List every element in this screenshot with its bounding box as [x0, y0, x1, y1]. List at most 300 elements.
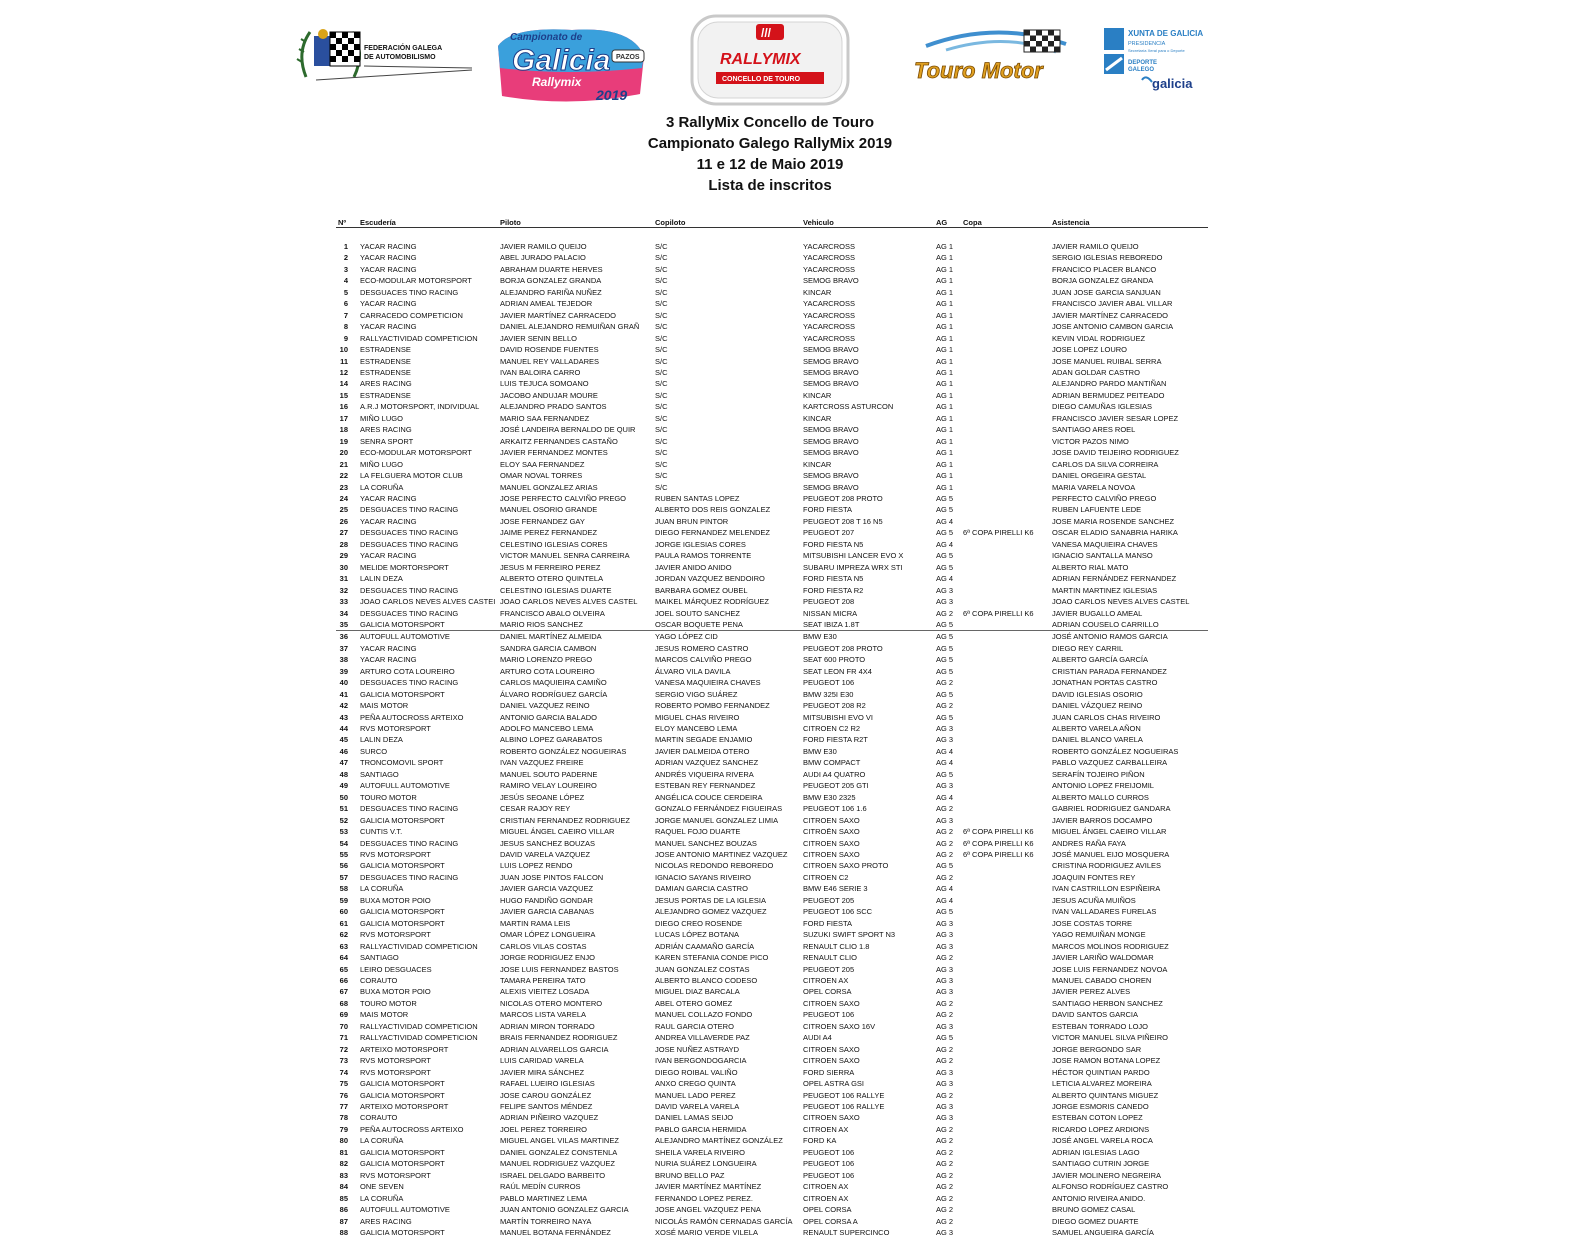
entry-piloto: PABLO MARTINEZ LEMA — [500, 1193, 588, 1203]
entry-ag: AG 4 — [936, 758, 954, 768]
table-row — [336, 344, 1208, 355]
entry-copiloto: DAVID VARELA VARELA — [655, 1101, 740, 1111]
entry-escuderia: ARTURO COTA LOUREIRO — [360, 666, 455, 676]
table-row — [336, 1112, 1208, 1123]
entry-escuderia: DESGUACES TINO RACING — [360, 804, 459, 814]
entry-escuderia: MAIS MOTOR — [360, 1010, 409, 1020]
entry-piloto: JAIME PEREZ FERNANDEZ — [500, 528, 598, 538]
entry-escuderia: YACAR RACING — [360, 322, 417, 332]
entry-asistencia: SERGIO IGLESIAS REBOREDO — [1052, 253, 1163, 263]
table-row — [336, 631, 1208, 643]
entry-ag: AG 1 — [936, 379, 954, 389]
entry-ag: AG 3 — [936, 1227, 954, 1237]
entry-number: 58 — [339, 884, 348, 894]
entry-escuderia: GALICIA MOTORSPORT — [360, 619, 445, 629]
entry-piloto: CRISTIAN FERNANDEZ RODRIGUEZ — [500, 815, 631, 825]
entry-copa — [961, 643, 1050, 654]
entry-asistencia: ALFONSO RODRÍGUEZ CASTRO — [1052, 1182, 1169, 1192]
table-row — [336, 998, 1208, 1009]
entry-ag: AG 3 — [936, 1021, 954, 1031]
entry-ag: AG 2 — [936, 678, 954, 688]
entry-escuderia: RALLYACTIVIDAD COMPETICION — [360, 1021, 478, 1031]
entry-copiloto: S/C — [655, 299, 668, 309]
entry-copiloto: ESTEBAN REY FERNANDEZ — [655, 781, 756, 791]
xunta-line6: galicia — [1152, 76, 1193, 91]
entry-piloto: DANIEL ALEJANDRO REMUIÑAN GRAÑ — [500, 322, 640, 332]
entry-piloto: MARIO LORENZO PREGO — [500, 655, 593, 665]
table-row — [336, 826, 1208, 837]
entry-number: 27 — [339, 528, 348, 538]
entry-piloto: MANUEL REY VALLADARES — [500, 356, 600, 366]
entry-copa — [961, 975, 1050, 986]
entry-asistencia: FRANCISCO JAVIER SESAR LOPEZ — [1052, 413, 1179, 423]
entry-vehiculo: MITSUBISHI LANCER EVO X — [803, 551, 904, 561]
table-row — [336, 906, 1208, 917]
entry-number: 66 — [339, 976, 348, 985]
table-row — [336, 504, 1208, 515]
entry-piloto: JAVIER SENIN BELLO — [500, 333, 577, 343]
entry-piloto: RAMIRO VELAY LOUREIRO — [500, 781, 597, 791]
entry-vehiculo: FORD FIESTA N5 — [803, 539, 864, 549]
entry-ag: AG 1 — [936, 322, 954, 332]
entry-copiloto: NICOLÁS RAMÓN CERNADAS GARCÍA — [655, 1216, 793, 1226]
entry-piloto: JUAN JOSE PINTOS FALCON — [500, 872, 604, 882]
entry-escuderia: TOURO MOTOR — [360, 792, 417, 802]
entry-piloto: ADRIAN MIRON TORRADO — [500, 1021, 595, 1031]
table-row — [336, 1193, 1208, 1204]
entry-escuderia: A.R.J MOTORSPORT, INDIVIDUAL — [360, 402, 480, 412]
entry-ag: AG 5 — [936, 861, 954, 871]
table-row — [336, 1216, 1208, 1227]
entry-ag: AG 2 — [936, 608, 954, 618]
entry-number: 60 — [339, 907, 348, 917]
entry-number: 48 — [339, 769, 348, 779]
entry-copa — [961, 746, 1050, 757]
entry-copa — [961, 631, 1050, 643]
entry-number: 56 — [339, 861, 348, 871]
column-header-escuderia: Escudería — [360, 218, 396, 227]
entry-escuderia: LA CORUÑA — [360, 482, 404, 492]
table-row — [336, 562, 1208, 573]
table-row — [336, 539, 1208, 550]
table-row — [336, 1032, 1208, 1043]
entry-copiloto: FERNANDO LOPEZ PEREZ. — [655, 1193, 753, 1203]
entry-copa — [961, 310, 1050, 321]
table-row — [336, 734, 1208, 745]
entry-copa — [961, 298, 1050, 309]
entry-asistencia: FRANCICO PLACER BLANCO — [1052, 264, 1157, 274]
entry-escuderia: RVS MOTORSPORT — [360, 1056, 431, 1066]
entry-asistencia: IVAN VALLADARES FURELAS — [1052, 907, 1157, 917]
entry-number: 8 — [343, 322, 348, 332]
entry-ag: AG 2 — [936, 1205, 954, 1215]
entry-piloto: MARIO RIOS SANCHEZ — [500, 619, 583, 629]
entry-piloto: IVAN VAZQUEZ FREIRE — [500, 758, 584, 768]
entry-piloto: MANUEL GONZALEZ ARIAS — [500, 482, 598, 492]
table-row — [336, 550, 1208, 561]
entry-vehiculo: FORD FIESTA — [803, 505, 853, 515]
table-row — [336, 769, 1208, 780]
entry-vehiculo: SEMOG BRAVO — [803, 448, 859, 458]
entry-number: 74 — [339, 1067, 348, 1077]
entry-piloto: RAÚL MEDÍN CURROS — [500, 1182, 581, 1192]
entry-copa: 6ª COPA PIRELLI K6 — [963, 850, 1034, 860]
table-row — [336, 1090, 1208, 1101]
entry-copiloto: JUAN BRUN PINTOR — [655, 516, 729, 526]
entry-number: 87 — [339, 1216, 348, 1226]
entry-asistencia: ADRIAN BERMUDEZ PEITEADO — [1052, 390, 1165, 400]
entry-copa: 6ª COPA PIRELLI K6 — [963, 528, 1034, 538]
table-row — [336, 310, 1208, 321]
entry-ag: AG 1 — [936, 356, 954, 366]
entry-escuderia: GALICIA MOTORSPORT — [360, 1227, 445, 1237]
entry-asistencia: ESTEBAN TORRADO LOJO — [1052, 1021, 1148, 1031]
entry-piloto: ADRIAN PIÑEIRO VAZQUEZ — [500, 1113, 599, 1123]
entry-escuderia: ARES RACING — [360, 379, 412, 389]
column-header-asistencia: Asistencia — [1052, 218, 1090, 227]
entry-copa — [961, 1067, 1050, 1078]
entry-copa — [961, 264, 1050, 275]
entry-piloto: MARTIN RAMA LEIS — [500, 918, 571, 928]
table-row — [336, 872, 1208, 883]
table-row — [336, 1204, 1208, 1215]
entry-piloto: ALEJANDRO FARIÑA NUÑEZ — [500, 287, 602, 297]
entry-asistencia: ADRIAN FERNÁNDEZ FERNANDEZ — [1052, 574, 1177, 584]
entry-asistencia: JOSÉ MANUEL EIJO MOSQUERA — [1052, 850, 1170, 860]
entry-ag: AG 2 — [936, 1124, 954, 1134]
entry-ag: AG 5 — [936, 528, 954, 538]
entry-number: 46 — [339, 746, 348, 756]
entry-asistencia: ANTONIO LOPEZ FREIJOMIL — [1052, 781, 1154, 791]
table-row — [336, 1227, 1208, 1238]
entry-escuderia: YACAR RACING — [360, 242, 417, 251]
entry-piloto: MIGUEL ÁNGEL CAEIRO VILLAR — [500, 827, 615, 837]
entry-asistencia: JOSE ANTONIO CAMBON GARCIA — [1052, 322, 1174, 332]
entry-number: 12 — [339, 367, 348, 377]
entry-piloto: JOAO CARLOS NEVES ALVES CASTEL — [500, 597, 638, 607]
entry-escuderia: ESTRADENSE — [360, 367, 411, 377]
entry-asistencia: ANDRES RAÑA FAYA — [1052, 838, 1126, 848]
entry-vehiculo: KINCAR — [803, 287, 832, 297]
entry-ag: AG 2 — [936, 1136, 954, 1146]
entry-asistencia: ESTEBAN COTON LOPEZ — [1052, 1113, 1143, 1123]
entry-copiloto: S/C — [655, 436, 668, 446]
entry-piloto: HUGO FANDIÑO GONDAR — [500, 895, 593, 905]
entry-asistencia: ADRIAN COUSELO CARRILLO — [1052, 619, 1159, 629]
table-row — [336, 986, 1208, 997]
table-row — [336, 677, 1208, 688]
entry-number: 69 — [339, 1010, 348, 1020]
table-row — [336, 1124, 1208, 1135]
entry-escuderia: YACAR RACING — [360, 643, 417, 653]
entry-copa — [961, 1055, 1050, 1066]
entry-vehiculo: PEUGEOT 106 — [803, 1010, 855, 1020]
entry-vehiculo: PEUGEOT 106 — [803, 1170, 855, 1180]
entry-piloto: DANIEL MARTÍNEZ ALMEIDA — [498, 631, 653, 643]
entry-piloto: ALEJANDRO PRADO SANTOS — [500, 402, 607, 412]
rallymix-name: RALLYMIX — [720, 51, 801, 68]
entry-asistencia: LETICIA ALVAREZ MOREIRA — [1052, 1079, 1152, 1089]
entry-escuderia: RALLYACTIVIDAD COMPETICION — [360, 941, 478, 951]
entry-escuderia: SANTIAGO — [360, 769, 399, 779]
entry-ag: AG 1 — [936, 253, 954, 263]
entry-copiloto: BRUNO BELLO PAZ — [655, 1170, 725, 1180]
entry-copa — [961, 872, 1050, 883]
entry-piloto: JOSE LUIS FERNANDEZ BASTOS — [500, 964, 619, 974]
table-row — [336, 964, 1208, 975]
entry-ag: AG 4 — [936, 884, 954, 894]
table-row — [336, 1135, 1208, 1146]
entry-piloto: CESAR RAJOY REY — [500, 804, 571, 814]
entry-number: 42 — [339, 701, 348, 711]
table-row — [336, 723, 1208, 734]
entry-number: 24 — [339, 493, 348, 503]
entry-copa — [961, 619, 1050, 631]
entry-asistencia: VICTOR PAZOS NIMO — [1052, 436, 1129, 446]
entry-piloto: ABEL JURADO PALACIO — [500, 253, 586, 263]
entry-vehiculo: PEUGEOT 106 — [803, 1147, 855, 1157]
entry-number: 63 — [339, 941, 348, 951]
entry-copiloto: SERGIO VIGO SUÁREZ — [655, 689, 738, 699]
entry-asistencia: HÉCTOR QUINTIAN PARDO — [1052, 1067, 1150, 1077]
entry-number: 86 — [339, 1205, 348, 1215]
xunta-galicia-logo — [1102, 26, 1222, 92]
entry-copiloto: ANDREA VILLAVERDE PAZ — [655, 1033, 750, 1043]
entry-copiloto: S/C — [655, 413, 668, 423]
entry-escuderia: DESGUACES TINO RACING — [360, 608, 459, 618]
entry-vehiculo: CITROEN SAXO PROTO — [803, 861, 889, 871]
entry-number: 18 — [339, 425, 348, 435]
entry-number: 77 — [339, 1101, 348, 1111]
table-row — [336, 643, 1208, 654]
entry-vehiculo: KINCAR — [803, 459, 832, 469]
entry-number: 11 — [340, 356, 348, 366]
entry-number: 79 — [339, 1124, 348, 1134]
table-row — [336, 1181, 1208, 1192]
entry-copiloto: JOSE ANGEL VAZQUEZ PENA — [655, 1205, 761, 1215]
entry-copiloto: KAREN STEFANIA CONDE PICO — [655, 953, 769, 963]
table-row — [336, 1021, 1208, 1032]
entry-ag: AG 1 — [936, 402, 954, 412]
entry-asistencia: JOSE MARIA ROSENDE SANCHEZ — [1052, 516, 1175, 526]
entry-number: 1 — [343, 242, 348, 251]
entry-escuderia: LA CORUÑA — [360, 1136, 404, 1146]
entry-vehiculo: RENAULT SUPERCINCO — [803, 1227, 890, 1237]
table-row — [336, 952, 1208, 963]
entry-vehiculo: YACARCROSS — [803, 253, 855, 263]
entry-number: 71 — [339, 1033, 348, 1043]
entry-copiloto: S/C — [655, 459, 668, 469]
entry-copa — [961, 413, 1050, 424]
entry-vehiculo: OPEL CORSA — [803, 1205, 852, 1215]
entry-vehiculo: CITROËN SAXO — [803, 827, 860, 837]
entry-vehiculo: PEUGEOT 208 PROTO — [803, 643, 883, 653]
entry-copiloto: NICOLAS REDONDO REBOREDO — [655, 861, 774, 871]
entry-piloto: ADRIAN AMEAL TEJEDOR — [500, 299, 593, 309]
entry-escuderia: ECO-MODULAR MOTORSPORT — [360, 448, 472, 458]
entry-copa — [961, 550, 1050, 561]
entry-asistencia: SANTIAGO HERBON SANCHEZ — [1052, 998, 1163, 1008]
entry-number: 20 — [339, 448, 348, 458]
table-row — [336, 275, 1208, 286]
entry-ag: AG 5 — [936, 619, 954, 629]
entry-copa — [961, 378, 1050, 389]
entry-copiloto: ABEL OTERO GOMEZ — [655, 998, 733, 1008]
entry-asistencia: DIEGO REY CARRIL — [1052, 643, 1124, 653]
entry-escuderia: SANTIAGO — [360, 953, 399, 963]
entry-vehiculo: PEUGEOT 205 GTI — [803, 781, 869, 791]
entry-piloto: JAVIER GARCIA VAZQUEZ — [500, 884, 594, 894]
entry-number: 7 — [343, 310, 348, 320]
entry-number: 78 — [339, 1113, 348, 1123]
entry-copiloto: ÁLVARO VILA DAVILA — [655, 666, 731, 676]
entry-vehiculo: PEUGEOT 207 — [803, 528, 855, 538]
entry-ag: AG 1 — [936, 345, 954, 355]
entry-number: 2 — [343, 253, 348, 263]
entry-copa — [961, 287, 1050, 298]
entry-escuderia: CORAUTO — [360, 976, 398, 985]
entry-escuderia: CARRACEDO COMPETICION — [360, 310, 463, 320]
entry-copa — [961, 1216, 1050, 1227]
entry-escuderia: RVS MOTORSPORT — [360, 930, 431, 940]
entry-copa — [961, 929, 1050, 940]
entry-asistencia: ALBERTO QUINTANS MIGUEZ — [1052, 1090, 1159, 1100]
entry-asistencia: JOSE LUIS FERNANDEZ NOVOA — [1052, 964, 1168, 974]
entry-copiloto: ELOY MANCEBO LEMA — [655, 724, 738, 734]
entry-escuderia: ARES RACING — [360, 425, 412, 435]
entry-escuderia: DESGUACES TINO RACING — [360, 528, 459, 538]
entry-asistencia: MARIA VARELA NOVOA — [1052, 482, 1136, 492]
entry-copa — [961, 562, 1050, 573]
entry-copa — [961, 712, 1050, 723]
entry-vehiculo: SEMOG BRAVO — [803, 345, 859, 355]
entry-piloto: JESUS M FERREIRO PEREZ — [500, 562, 601, 572]
entry-copiloto: S/C — [655, 264, 668, 274]
entry-piloto: MARTÍN TORREIRO NAYA — [500, 1216, 592, 1226]
table-row — [336, 573, 1208, 584]
column-header-piloto: Piloto — [500, 218, 521, 227]
entry-asistencia: JOSE LOPEZ LOURO — [1052, 345, 1128, 355]
entry-copiloto: ADRIAN VAZQUEZ SANCHEZ — [655, 758, 759, 768]
entry-vehiculo: SEMOG BRAVO — [803, 482, 859, 492]
entry-asistencia: SANTIAGO ARES ROEL — [1052, 425, 1136, 435]
table-row — [336, 746, 1208, 757]
entry-escuderia: RALLYACTIVIDAD COMPETICION — [360, 333, 478, 343]
entry-vehiculo: MITSUBISHI EVO VI — [803, 712, 874, 722]
entry-copa — [961, 734, 1050, 745]
entry-piloto: JOEL PEREZ TORREIRO — [500, 1124, 587, 1134]
table-row — [336, 883, 1208, 894]
entry-number: 36 — [336, 631, 358, 643]
entry-number: 33 — [339, 597, 348, 607]
federacion-name-line2: DE AUTOMOBILISMO — [364, 54, 436, 61]
entry-piloto: BORJA GONZALEZ GRANDA — [500, 276, 602, 286]
entry-vehiculo: PEUGEOT 208 — [803, 597, 855, 607]
entry-vehiculo: NISSAN MICRA — [803, 608, 858, 618]
entry-copiloto: S/C — [655, 402, 668, 412]
entry-asistencia: JAVIER RAMILO QUEIJO — [1052, 242, 1139, 251]
entry-asistencia: PABLO VAZQUEZ CARBALLEIRA — [1052, 758, 1168, 768]
entry-asistencia: ALBERTO GARCÍA GARCÍA — [1052, 655, 1149, 665]
entry-number: 9 — [343, 333, 348, 343]
entry-ag: AG 3 — [936, 1079, 954, 1089]
entry-copa — [961, 1170, 1050, 1181]
entry-ag: AG 2 — [936, 1193, 954, 1203]
entry-vehiculo: PEUGEOT 106 SCC — [803, 907, 873, 917]
championship-title: Campionato Galego RallyMix 2019 — [647, 135, 893, 152]
entry-piloto: MARIO SAA FERNANDEZ — [500, 413, 590, 423]
entry-vehiculo: YACARCROSS — [803, 310, 855, 320]
entry-ag: AG 1 — [936, 482, 954, 492]
entry-vehiculo: FORD FIESTA R2T — [803, 735, 868, 745]
entry-ag: AG 2 — [936, 998, 954, 1008]
entry-piloto: JESUS SANCHEZ BOUZAS — [500, 838, 596, 848]
entry-asistencia: JAVIER MOLINERO NEGREIRA — [1052, 1170, 1162, 1180]
entry-piloto: ALEXIS VIEITEZ LOSADA — [500, 987, 590, 997]
entry-copiloto: S/C — [655, 425, 668, 435]
entry-asistencia: ALEJANDRO PARDO MANTIÑAN — [1052, 379, 1167, 389]
entry-piloto: JAVIER GARCIA CABANAS — [500, 907, 595, 917]
entry-asistencia: ALBERTO MALLO CURROS — [1052, 792, 1149, 802]
entry-vehiculo: FORD FIESTA — [803, 918, 853, 928]
entry-copa — [961, 666, 1050, 677]
entry-asistencia: GABRIEL RODRIGUEZ GANDARA — [1052, 804, 1171, 814]
entry-piloto: ALBINO LOPEZ GARABATOS — [500, 735, 603, 745]
entry-ag: AG 2 — [936, 1090, 954, 1100]
entry-asistencia: JOAQUIN FONTES REY — [1052, 872, 1136, 882]
entry-copiloto: S/C — [655, 390, 668, 400]
table-row — [336, 918, 1208, 929]
entry-number: 76 — [339, 1090, 348, 1100]
entry-number: 28 — [339, 539, 348, 549]
entry-vehiculo: CITROEN SAXO — [803, 998, 860, 1008]
entry-piloto: ALBERTO OTERO QUINTELA — [500, 574, 604, 584]
entry-copiloto: ANXO CREGO QUINTA — [655, 1079, 736, 1089]
entry-escuderia: MIÑO LUGO — [360, 459, 403, 469]
entry-number: 70 — [339, 1021, 348, 1031]
entry-asistencia: DAVID IGLESIAS OSORIO — [1052, 689, 1143, 699]
entry-ag: AG 3 — [936, 930, 954, 940]
document-header — [520, 112, 1020, 196]
table-row — [336, 413, 1208, 424]
entry-escuderia: GALICIA MOTORSPORT — [360, 907, 445, 917]
entry-copiloto: S/C — [655, 242, 668, 251]
entry-escuderia: JOAO CARLOS NEVES ALVES CASTEI — [360, 597, 496, 607]
entry-list-table-container — [336, 213, 1208, 1238]
entry-escuderia: LALIN DEZA — [360, 574, 403, 584]
entry-ag: AG 2 — [936, 1159, 954, 1169]
entry-escuderia: YACAR RACING — [360, 516, 417, 526]
entry-escuderia: PEÑA AUTOCROSS ARTEIXO — [360, 712, 464, 722]
entry-asistencia: YAGO REMUIÑAN MONGE — [1052, 930, 1146, 940]
entry-piloto: ANTONIO GARCIA BALADO — [500, 712, 597, 722]
entry-ag: AG 3 — [936, 724, 954, 734]
entry-vehiculo: YACARCROSS — [803, 299, 855, 309]
entry-piloto: ARTURO COTA LOUREIRO — [500, 666, 595, 676]
table-row — [336, 849, 1208, 860]
entry-number: 34 — [339, 608, 348, 618]
table-row — [336, 792, 1208, 803]
entry-escuderia: RVS MOTORSPORT — [360, 724, 431, 734]
table-row — [336, 941, 1208, 952]
entry-asistencia: JESUS ACUÑA MUIÑOS — [1052, 895, 1136, 905]
entry-ag: AG 1 — [936, 413, 954, 423]
entry-ag: AG 1 — [936, 448, 954, 458]
entry-piloto: JACOBO ANDUJAR MOURE — [500, 390, 598, 400]
entry-number: 51 — [339, 804, 348, 814]
entry-escuderia: GALICIA MOTORSPORT — [360, 1090, 445, 1100]
entry-asistencia: SANTIAGO CUTRIN JORGE — [1052, 1159, 1150, 1169]
